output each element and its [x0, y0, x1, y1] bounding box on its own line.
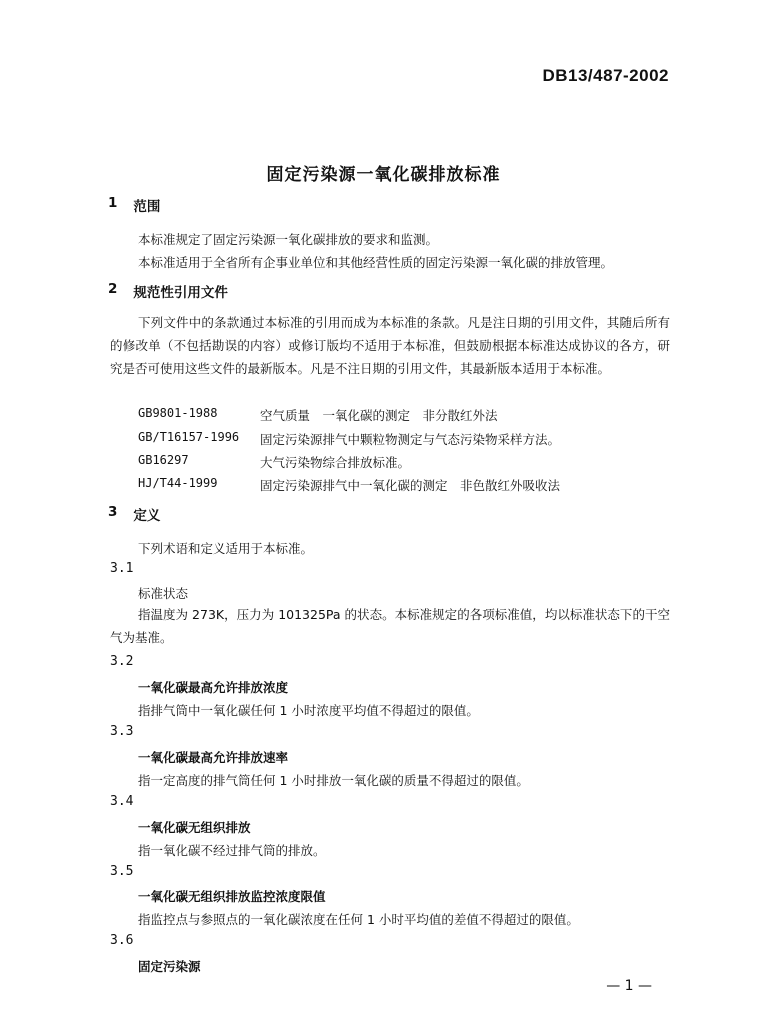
term: 固定污染源	[138, 959, 201, 974]
clause-number: 3.6	[110, 933, 134, 948]
section-2-heading	[108, 281, 228, 301]
scope-paragraph-1: 本标准规定了固定污染源一氧化碳排放的要求和监测。	[138, 232, 439, 247]
reference-title: 空气质量 一氧化碳的测定 非分散红外法	[260, 408, 498, 423]
reference-title: 固定污染源排气中一氧化碳的测定 非色散红外吸收法	[260, 478, 561, 493]
definition: 指一氧化碳不经过排气筒的排放。	[138, 843, 326, 858]
term: 一氧化碳最高允许排放浓度	[138, 680, 289, 695]
reference-code: GB/T16157-1996	[138, 430, 240, 444]
reference-code: GB9801-1988	[138, 406, 218, 420]
term: 标准状态	[138, 586, 189, 601]
reference-code: HJ/T44-1999	[138, 476, 218, 490]
clause-number: 3.3	[110, 724, 134, 739]
clause-number: 3.5	[110, 864, 134, 879]
clause-number: 3.1	[110, 561, 134, 576]
section-number: 2	[108, 281, 118, 297]
references-paragraph: 下列文件中的条款通过本标准的引用而成为本标准的条款。凡是注日期的引用文件，其随后所有的修改单（不包括勘误的内容）或修订版均不适用于本标准，但鼓励根据本标准达成协议的各方，研究是否可使用这些文件的最新版本。凡是不注日期的引用文件，其最新版本适用于本标准。	[110, 315, 670, 376]
definition: 指排气筒中一氧化碳任何 1 小时浓度平均值不得超过的限值。	[138, 703, 479, 718]
page-number: — 1 —	[606, 978, 652, 994]
section-title: 范围	[133, 199, 161, 215]
section-title: 定义	[133, 508, 161, 524]
document-title: 固定污染源一氧化碳排放标准	[266, 165, 501, 185]
reference-title: 固定污染源排气中颗粒物测定与气态污染物采样方法。	[260, 432, 561, 447]
term: 一氧化碳无组织排放监控浓度限值	[138, 889, 326, 904]
scope-paragraph-2: 本标准适用于全省所有企事业单位和其他经营性质的固定污染源一氧化碳的排放管理。	[138, 255, 614, 270]
standard-number: DB13/487-2002	[542, 66, 669, 85]
section-title: 规范性引用文件	[133, 285, 228, 301]
section-3-heading	[108, 504, 160, 524]
definition: 指温度为 273K，压力为 101325Pa 的状态。本标准规定的各项标准值，均以标准状态下的干空气为基准。	[110, 607, 670, 645]
definition: 指一定高度的排气筒任何 1 小时排放一氧化碳的质量不得超过的限值。	[138, 773, 529, 788]
definitions-intro: 下列术语和定义适用于本标准。	[138, 541, 314, 556]
reference-code: GB16297	[138, 453, 189, 467]
section-1-heading	[108, 195, 160, 215]
term: 一氧化碳无组织排放	[138, 820, 251, 835]
section-number: 3	[108, 504, 118, 520]
reference-title: 大气污染物综合排放标准。	[260, 455, 411, 470]
section-number: 1	[108, 195, 118, 211]
definition: 指监控点与参照点的一氧化碳浓度在任何 1 小时平均值的差值不得超过的限值。	[138, 912, 579, 927]
term: 一氧化碳最高允许排放速率	[138, 750, 289, 765]
clause-number: 3.2	[110, 654, 134, 669]
clause-number: 3.4	[110, 794, 134, 809]
